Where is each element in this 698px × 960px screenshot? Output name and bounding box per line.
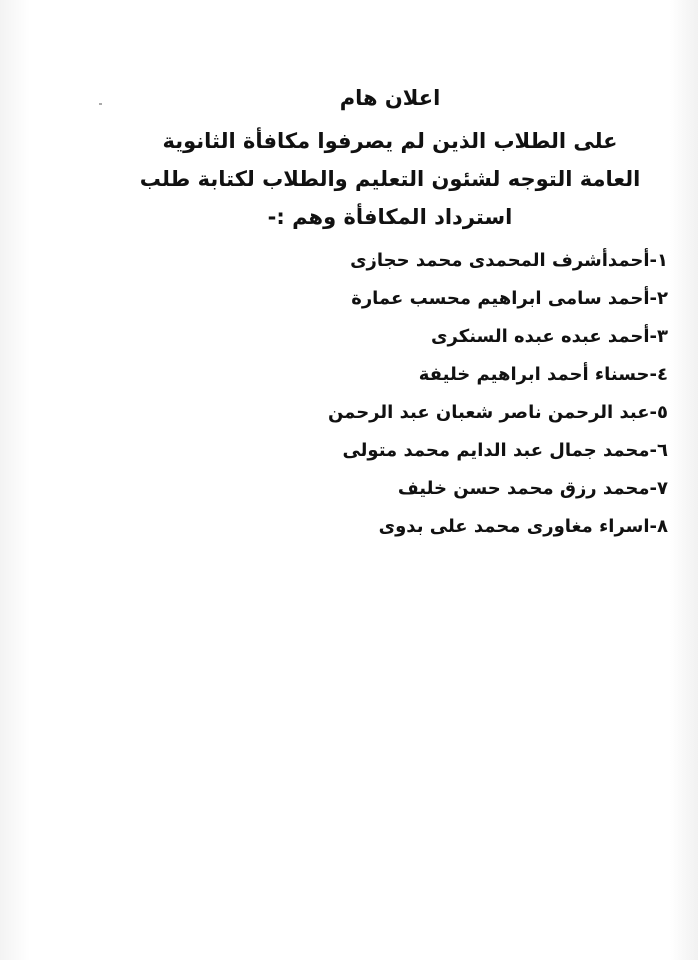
student-item: ٧-محمد رزق محمد حسن خليف bbox=[397, 478, 668, 499]
intro-line: استرداد المكافأة وهم :- bbox=[267, 205, 513, 229]
student-item: ٣-أحمد عبده عبده السنكرى bbox=[431, 326, 668, 347]
student-item: ٤-حسناء أحمد ابراهيم خليفة bbox=[418, 364, 668, 385]
intro-line: على الطلاب الذين لم يصرفوا مكافأة الثانوية bbox=[162, 129, 618, 153]
student-item: ٥-عبد الرحمن ناصر شعبان عبد الرحمن bbox=[327, 402, 668, 423]
student-item: ٦-محمد جمال عبد الدايم محمد متولى bbox=[342, 440, 668, 461]
student-item: ٢-أحمد سامى ابراهيم محسب عمارة bbox=[351, 288, 668, 309]
student-item: ٨-اسراء مغاورى محمد على بدوى bbox=[378, 516, 668, 537]
document-body bbox=[40, 80, 670, 546]
announcement-intro bbox=[110, 122, 670, 236]
student-list bbox=[40, 242, 668, 546]
student-item: ١-أحمدأشرف المحمدى محمد حجازى bbox=[350, 250, 668, 271]
announcement-title: اعلان هام bbox=[339, 86, 441, 110]
intro-line: العامة التوجه لشئون التعليم والطلاب لكتابة طلب bbox=[139, 167, 641, 191]
